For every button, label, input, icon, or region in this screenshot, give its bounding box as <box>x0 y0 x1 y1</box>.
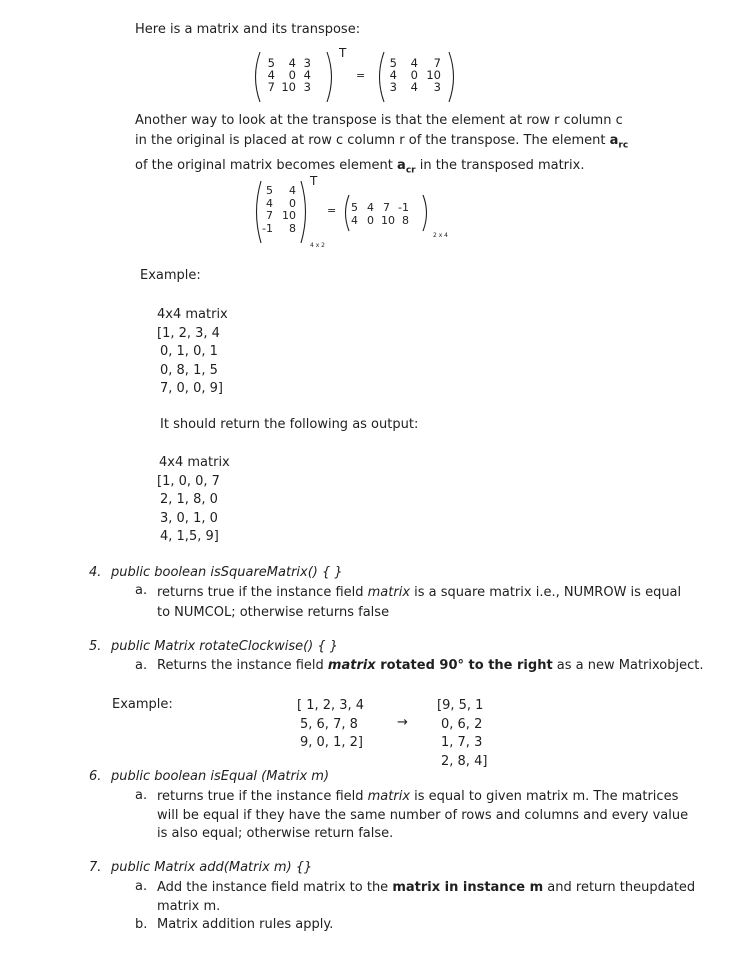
dimension-label-2x4: 2 x 4 <box>433 232 448 239</box>
matrix-3x3-original: 5 4 3 4 0 4 7 10 3 <box>267 56 311 94</box>
item-number: 7. <box>89 860 102 875</box>
intro-text: Here is a matrix and its transpose: <box>135 22 361 37</box>
matrix-3x3-transposed: 5 4 7 4 0 10 3 4 3 <box>389 56 441 94</box>
example-label: Example: <box>112 697 173 712</box>
sub-item-label: a. <box>135 583 148 598</box>
right-paren <box>447 50 459 104</box>
example-label: Example: <box>140 268 201 283</box>
transpose-sup: T <box>339 46 347 60</box>
right-paren <box>299 179 311 245</box>
transpose-sup: T <box>310 174 318 188</box>
arrow-icon: → <box>397 715 408 730</box>
item-number: 5. <box>89 639 102 654</box>
method-signature: public boolean isSquareMatrix() { } <box>111 565 343 580</box>
item-description: returns true if the instance field matrix is equal to given matrix m. The matrices will be equal if they have the same number of rows and columns and every value is also equal; otherwise return false. <box>157 789 689 841</box>
explanation-paragraph: Another way to look at the transpose is that the element at row r column c in the original is placed at row c column r of the transpose. The element $a_{rc}$ of the original matrix becomes element $a_{cr}$ in the transposed matrix. <box>135 113 629 176</box>
right-paren <box>325 50 337 104</box>
item-description: Matrix addition rules apply. <box>157 917 334 932</box>
item-number: 6. <box>89 769 102 784</box>
item-description: returns true if the instance field matrix is a square matrix i.e., NUMROW is equal to NUMCOL; otherwise returns false <box>157 585 682 620</box>
example-output-intro: It should return the following as output: <box>160 417 419 432</box>
sub-item-label: a. <box>135 658 148 673</box>
matrix-2x4-transposed: 5 4 7 -1 4 0 10 8 <box>351 201 409 227</box>
method-signature: public Matrix add(Matrix m) {} <box>111 860 313 875</box>
item-description: Add the instance field matrix to the matrix in instance m and return theupdated matrix m. <box>157 880 696 914</box>
method-signature: public Matrix rotateClockwise() { } <box>111 639 339 654</box>
sub-item-label: b. <box>135 917 148 932</box>
item-description: Returns the instance field matrix rotated 90° to the right as a new Matrixobject. <box>157 658 704 673</box>
sub-item-label: a. <box>135 788 148 803</box>
left-paren <box>250 50 262 104</box>
rotate-input-matrix: [ 1, 2, 3, 4 5, 6, 7, 8 9, 0, 1, 2] <box>297 698 365 750</box>
example-output-matrix: 4x4 matrix [1, 0, 0, 7 2, 1, 8, 0 3, 0, 1, 0 4, 1,5, 9] <box>157 455 230 544</box>
equals-sign: = <box>327 204 337 217</box>
right-paren <box>421 193 431 233</box>
item-number: 4. <box>89 565 102 580</box>
example-input-matrix: 4x4 matrix [1, 2, 3, 4 0, 1, 0, 1 0, 8, 1, 5 7, 0, 0, 9] <box>157 307 228 396</box>
equals-sign: = <box>356 69 366 82</box>
matrix-4x2-original: 5 4 4 0 7 10 -1 8 <box>262 184 296 235</box>
rotate-output-matrix: [9, 5, 1 0, 6, 2 1, 7, 3 2, 8, 4] <box>437 698 488 769</box>
sub-item-label: a. <box>135 879 148 894</box>
dimension-label-4x2: 4 x 2 <box>310 242 325 249</box>
method-signature: public boolean isEqual (Matrix m) <box>111 769 330 784</box>
